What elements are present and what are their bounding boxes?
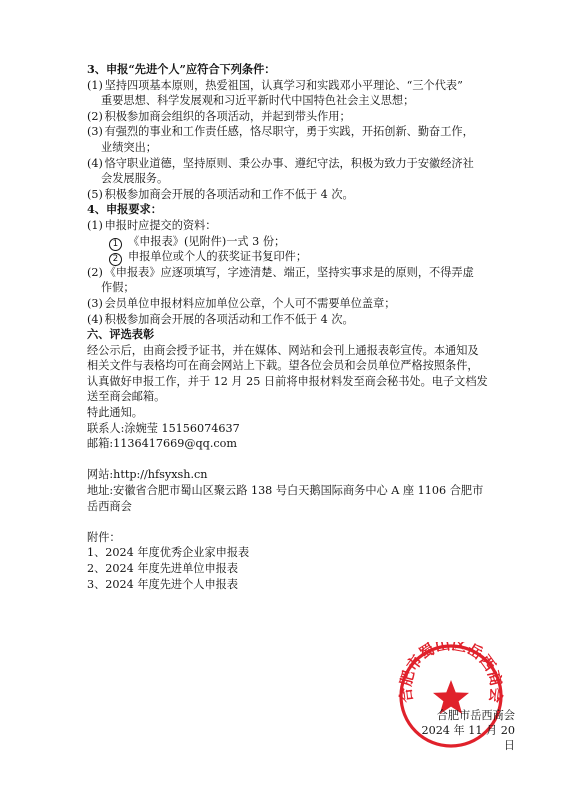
section-4-item-4 (87, 312, 527, 328)
item-text: 有强烈的事业和工作责任感，恪尽职守，勇于实践，开拓创新、勤奋工作， (104, 125, 474, 139)
signature-block (415, 708, 515, 753)
section-6-heading: 六、评选表彰 (87, 327, 155, 342)
attachment-item-1: 1、2024 年度优秀企业家申报表 (87, 546, 250, 560)
section-3-item-1 (87, 78, 527, 94)
item-text: 积极参加商会开展的各项活动和工作不低于 4 次。 (104, 312, 354, 326)
section-3-heading: 3、申报“先进个人”应符合下列条件： (87, 62, 276, 76)
attachments-title: 附件： (87, 530, 121, 544)
section-6-paragraph-line-4: 送至商会邮箱。 (87, 390, 166, 404)
address-line-1: 地址:安徽省合肥市蜀山区聚云路 138 号白天鹅国际商务中心 A 座 1106 合肥市 (87, 484, 484, 498)
section-4-item-1 (87, 218, 527, 234)
contact-person: 联系人:涂婉莹 15156074637 (87, 421, 240, 435)
section-3-item-4-cont: 会发展服务。 (101, 172, 169, 186)
document-body (87, 62, 527, 592)
item-number: (5) (87, 187, 103, 201)
section-4-subitem-2 (87, 249, 527, 265)
section-4-item-2 (87, 265, 527, 281)
section-4-item-3 (87, 296, 527, 312)
signature-org: 合肥市岳西商会 (436, 709, 515, 722)
item-text: 申报时应提交的资料： (104, 218, 217, 232)
section-3-item-5 (87, 187, 527, 203)
section-6-paragraph-line-2: 相关文件与表格均可在商会网站上下载。望各位会员和会员单位严格按照条件， (87, 359, 479, 373)
notice-closing: 特此通知。 (87, 406, 143, 420)
item-number: (3) (87, 125, 103, 139)
item-number: (2) (87, 109, 103, 123)
website-line: 网站:http://hfsyxsh.cn (87, 468, 208, 482)
item-text: 积极参加商会开展的各项活动和工作不低于 4 次。 (104, 187, 354, 201)
circled-number-2: 2 (109, 253, 122, 266)
contact-email: 邮箱:1136417669@qq.com (87, 437, 237, 451)
item-text: 积极参加商会组织的各项活动，并起到带头作用； (104, 109, 351, 123)
section-4-item-2-cont: 作假； (101, 281, 135, 295)
section-4-heading: 4、申报要求： (87, 202, 162, 217)
spacer (87, 452, 527, 468)
item-text: 恪守职业道德，坚持原则、秉公办事、遵纪守法，积极为致力于安徽经济社 (104, 156, 474, 170)
item-number: (3) (87, 296, 103, 310)
section-3-item-3 (87, 124, 527, 140)
section-3-item-1-cont: 重要思想、科学发展观和习近平新时代中国特色社会主义思想； (101, 94, 415, 108)
signature-date: 2024 年 11 月 20 日 (421, 724, 515, 752)
item-text: 坚持四项基本原则，热爱祖国，认真学习和实践邓小平理论、“三个代表” (104, 78, 463, 92)
subitem-text: 《申报表》(见附件)一式 3 份； (128, 234, 286, 248)
item-number: (2) (87, 265, 103, 279)
attachment-item-2: 2、2024 年度先进单位申报表 (87, 562, 239, 575)
section-6-paragraph-line-1: 经公示后，由商会授予证书，并在媒体、网站和会刊上通报表彰宣传。本通知及 (87, 343, 479, 357)
section-3-item-2 (87, 109, 527, 125)
section-3-item-4 (87, 156, 527, 172)
section-3-item-3-cont: 业绩突出； (101, 140, 157, 154)
seal-text-path: 合肥市蜀山区岳西商会 (397, 642, 505, 704)
item-number: (1) (87, 218, 103, 232)
subitem-text: 申报单位或个人的获奖证书复印件； (128, 250, 308, 264)
section-4-subitem-1 (87, 234, 527, 250)
item-number: (4) (87, 312, 103, 326)
address-line-2: 岳西商会 (87, 499, 132, 513)
item-number: (4) (87, 156, 103, 170)
section-6-paragraph-line-3: 认真做好申报工作，并于 12 月 25 日前将申报材料发至商会秘书处。电子文档发 (87, 374, 488, 388)
circled-number-1: 1 (109, 238, 122, 251)
attachment-item-3: 3、2024 年度先进个人申报表 (87, 577, 239, 591)
item-number: (1) (87, 78, 103, 92)
spacer (87, 514, 527, 530)
item-text: 《申报表》应逐项填写，字迹清楚、端正，坚持实事求是的原则，不得弄虚 (104, 265, 474, 279)
item-text: 会员单位申报材料应加单位公章，个人可不需要单位盖章； (104, 296, 396, 310)
